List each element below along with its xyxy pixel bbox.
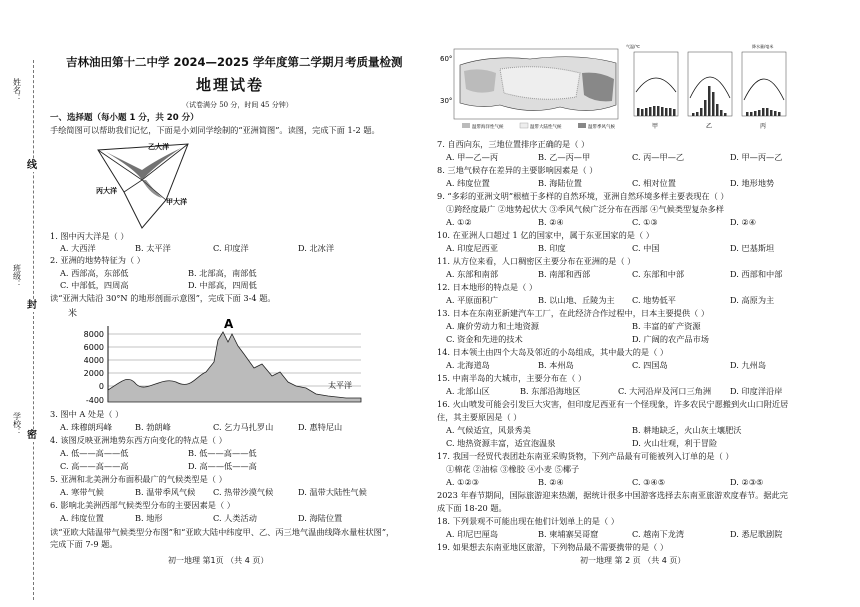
axis-left-1: 气温/℃ xyxy=(626,44,640,49)
q14-stem: 14. 日本领土由四个大岛及邻近的小岛组成，其中最大的是（ ） xyxy=(437,347,669,357)
lat-30-label: 30° xyxy=(440,97,453,105)
q2-option-b[interactable]: B. 北部高，南部低 xyxy=(188,268,257,278)
q11-option-a[interactable]: A. 东部和南部 xyxy=(446,269,499,279)
section-heading: 一、选择题（每小题 1 分，共 20 分） xyxy=(50,113,199,123)
intro-q18-20-line2: 成下面 18-20 题。 xyxy=(437,503,507,513)
chart-label-jia: 甲 xyxy=(652,123,659,130)
q12-option-b[interactable]: B. 以山地、丘陵为主 xyxy=(538,295,615,305)
label-ocean-yi: 乙大洋 xyxy=(148,143,169,151)
q16-option-a[interactable]: A. 气候适宜，风景秀美 xyxy=(446,425,531,435)
q1-option-b[interactable]: B. 太平洋 xyxy=(135,243,171,253)
school-label: 学校： xyxy=(12,412,22,436)
q16-option-c[interactable]: C. 地热资源丰富，适宜泡温泉 xyxy=(446,438,556,448)
q13-option-c[interactable]: C. 资金和先进的技术 xyxy=(446,334,523,344)
binding-char-line: 线 xyxy=(27,160,37,171)
ytick-minus400: -400 xyxy=(85,396,104,405)
q13-option-a[interactable]: A. 廉价劳动力和土地资源 xyxy=(446,321,539,331)
q9-option-b[interactable]: B. ②④ xyxy=(538,217,564,227)
q10-option-d[interactable]: D. 巴基斯坦 xyxy=(730,243,775,253)
q17-option-c[interactable]: C. ③④⑤ xyxy=(632,477,666,487)
q7-option-b[interactable]: B. 乙—丙—甲 xyxy=(538,152,591,162)
q12-option-a[interactable]: A. 平原面积广 xyxy=(446,295,499,305)
ytick-0: 0 xyxy=(98,382,104,391)
q9-option-d[interactable]: D. ②④ xyxy=(730,217,757,227)
q4-stem: 4. 该图反映亚洲地势东西方向变化的特点是（ ） xyxy=(50,435,227,445)
q16-stem-line1: 16. 火山喷发可能会引发巨大灾害，但印度尼西亚有一个怪现象，许多农民宁愿搬到火山口附近居 xyxy=(437,399,789,409)
q5-option-d[interactable]: D. 温带大陆性气候 xyxy=(298,487,367,497)
q2-option-a[interactable]: A. 西部高，东部低 xyxy=(60,268,129,278)
q11-option-c[interactable]: C. 东部和中部 xyxy=(632,269,685,279)
q13-option-d[interactable]: D. 广阔的农产品市场 xyxy=(632,334,709,344)
q5-option-c[interactable]: C. 热带沙漠气候 xyxy=(213,487,274,497)
q3-option-d[interactable]: D. 惠特尼山 xyxy=(298,422,343,432)
label-ocean-bing: 丙大洋 xyxy=(96,187,117,195)
chart-label-yi: 乙 xyxy=(706,123,713,130)
q15-stem: 15. 中南半岛的大城市，主要分布在（ ） xyxy=(437,373,587,383)
axis-right-3: 降水量/毫米 xyxy=(752,44,774,49)
profile-unit: 米 xyxy=(68,309,78,319)
q14-option-d[interactable]: D. 九州岛 xyxy=(730,360,767,370)
q1-option-c[interactable]: C. 印度洋 xyxy=(213,243,249,253)
q4-option-c[interactable]: C. 高——高——高 xyxy=(60,461,129,471)
class-label: 班级： xyxy=(12,264,22,288)
q8-option-a[interactable]: A. 纬度位置 xyxy=(446,178,490,188)
q8-option-d[interactable]: D. 地形地势 xyxy=(730,178,775,188)
q7-option-c[interactable]: C. 丙—甲—乙 xyxy=(632,152,685,162)
binding-char-seal: 封 xyxy=(27,300,37,311)
q17-option-b[interactable]: B. ②④ xyxy=(538,477,564,487)
q9-statements: ①跨经度最广 ②地势起伏大 ③季风气候广泛分布在西部 ④气候类型复杂多样 xyxy=(446,204,724,214)
q7-stem: 7. 自西向东，三地位置排序正确的是（ ） xyxy=(437,139,590,149)
q9-option-a[interactable]: A. ①② xyxy=(446,217,472,227)
q18-option-c[interactable]: C. 越南下龙湾 xyxy=(632,529,685,539)
label-ocean-jia: 甲大洋 xyxy=(166,198,187,206)
q8-option-c[interactable]: C. 相对位置 xyxy=(632,178,676,188)
q17-stem: 17. 我国一经贸代表团赴东南亚采购货物，下列产品最有可能被列入订单的是（ ） xyxy=(437,451,734,461)
q5-option-a[interactable]: A. 寒带气候 xyxy=(60,487,104,497)
ytick-2000: 2000 xyxy=(83,369,104,378)
paper-title: 地理试卷 xyxy=(196,76,265,94)
q3-option-a[interactable]: A. 珠穆朗玛峰 xyxy=(60,422,113,432)
q7-option-a[interactable]: A. 甲—乙—丙 xyxy=(446,152,499,162)
intro-q1-2: 手绘简图可以帮助我们记忆，下面是小刘同学绘制的“亚洲简图”。读图，完成下面 1-2 题。 xyxy=(50,125,380,135)
q12-option-d[interactable]: D. 高原为主 xyxy=(730,295,775,305)
q5-stem: 5. 亚洲和北美洲分布面积最广的气候类型是（ ） xyxy=(50,474,227,484)
q3-stem: 3. 图中 A 处是（ ） xyxy=(50,409,124,419)
q10-option-a[interactable]: A. 印度尼西亚 xyxy=(446,243,499,253)
binding-char-secret: 密 xyxy=(27,430,37,441)
q5-option-b[interactable]: B. 温带季风气候 xyxy=(135,487,196,497)
profile-label-a: A xyxy=(224,317,234,331)
intro-q7-9-line2: 完成下面 7-9 题。 xyxy=(50,539,118,549)
q2-stem: 2. 亚洲的地势特征为（ ） xyxy=(50,255,145,265)
q16-option-b[interactable]: B. 耕地缺乏，火山灰土壤肥沃 xyxy=(632,425,742,435)
q6-option-d[interactable]: D. 海陆位置 xyxy=(298,513,343,523)
q3-option-c[interactable]: C. 乞力马扎罗山 xyxy=(213,422,274,432)
q6-option-a[interactable]: A. 纬度位置 xyxy=(60,513,104,523)
exam-info: （试卷满分 50 分，时间 45 分钟） xyxy=(182,101,293,109)
q14-option-a[interactable]: A. 北海道岛 xyxy=(446,360,490,370)
q3-option-b[interactable]: B. 勃朗峰 xyxy=(135,422,171,432)
q15-option-a[interactable]: A. 北部山区 xyxy=(446,386,490,396)
q1-option-a[interactable]: A. 大西洋 xyxy=(60,243,96,253)
q11-option-d[interactable]: D. 西部和中部 xyxy=(730,269,783,279)
q4-option-b[interactable]: B. 低——高——低 xyxy=(188,448,257,458)
q14-option-c[interactable]: C. 四国岛 xyxy=(632,360,668,370)
q12-option-c[interactable]: C. 地势低平 xyxy=(632,295,676,305)
exam-title: 吉林油田第十二中学 2024—2025 学年度第二学期月考质量检测 xyxy=(66,55,403,69)
q6-option-b[interactable]: B. 地形 xyxy=(135,513,163,523)
q4-option-a[interactable]: A. 低——高——低 xyxy=(60,448,129,458)
intro-q7-9-line1: 读“亚欧大陆温带气候类型分布图”和“亚欧大陆中纬度甲、乙、丙三地气温曲线降水量柱状图”， xyxy=(50,527,395,537)
ytick-6000: 6000 xyxy=(83,343,104,352)
q10-option-b[interactable]: B. 印度 xyxy=(538,243,566,253)
q17-items: ①棉花 ②油棕 ③橡胶 ④小麦 ⑤椰子 xyxy=(446,464,580,474)
q2-option-c[interactable]: C. 中部低，四周高 xyxy=(60,280,129,290)
q9-option-c[interactable]: C. ①③ xyxy=(632,217,658,227)
climate-charts xyxy=(626,42,792,134)
q11-option-b[interactable]: B. 南部和西部 xyxy=(538,269,591,279)
q14-option-b[interactable]: B. 本州岛 xyxy=(538,360,574,370)
q18-option-b[interactable]: B. 柬埔寨吴哥窟 xyxy=(538,529,599,539)
q13-option-b[interactable]: B. 丰富的矿产资源 xyxy=(632,321,701,331)
q4-option-d[interactable]: D. 高——低——高 xyxy=(188,461,257,471)
ytick-8000: 8000 xyxy=(83,330,104,339)
q1-option-d[interactable]: D. 北冰洋 xyxy=(298,243,335,253)
q15-option-b[interactable]: B. 东部沿海地区 xyxy=(520,386,581,396)
eurasia-climate-map xyxy=(440,45,620,135)
q18-option-a[interactable]: A. 印尼巴厘岛 xyxy=(446,529,499,539)
q15-option-c[interactable]: C. 大河沿岸及河口三角洲 xyxy=(618,386,712,396)
q16-option-d[interactable]: D. 火山壮观，利于冒险 xyxy=(632,438,718,448)
q8-option-b[interactable]: B. 海陆位置 xyxy=(538,178,582,188)
intro-q18-20-line1: 2023 年春节期间，国际旅游迎来热潮，据统计很多中国游客选择去东南亚旅游欢度春节。据此完 xyxy=(437,490,788,500)
q1-stem: 1. 图中丙大洋是（ ） xyxy=(50,231,129,241)
legend-continental: 温带大陆性气候 xyxy=(530,125,562,130)
footer-page-1: 初一地理 第1页 （共 4 页） xyxy=(168,556,269,565)
ytick-4000: 4000 xyxy=(83,356,104,365)
q11-stem: 11. 从方位来看，人口稠密区主要分布在亚洲的是（ ） xyxy=(437,256,636,266)
q10-option-c[interactable]: C. 中国 xyxy=(632,243,660,253)
q12-stem: 12. 日本地形的特点是（ ） xyxy=(437,282,538,292)
footer-page-2: 初一地理 第 2 页 （共 4 页） xyxy=(580,556,686,565)
legend-oceanic: 温带海洋性气候 xyxy=(472,125,504,130)
asia-sketch-map xyxy=(96,140,196,232)
q8-stem: 8. 三地气候存在差异的主要影响因素是（ ） xyxy=(437,165,598,175)
q18-stem: 18. 下列景观不可能出现在他们计划单上的是（ ） xyxy=(437,516,619,526)
q9-stem: 9. “多彩的亚洲文明”根植于多样的自然环境，亚洲自然环境多样主要表现在（ ） xyxy=(437,191,729,201)
q6-stem: 6. 影响北美洲西部气候类型分布的主要因素是（ ） xyxy=(50,500,235,510)
name-label: 姓名： xyxy=(12,78,22,102)
intro-q3-4: 读“亚洲大陆沿 30°N 的地形剖面示意图”，完成下面 3-4 题。 xyxy=(50,293,276,303)
profile-label-pacific: 太平洋 xyxy=(328,381,352,390)
binding-line xyxy=(33,60,34,600)
q6-option-c[interactable]: C. 人类活动 xyxy=(213,513,257,523)
q17-option-d[interactable]: D. ②③⑤ xyxy=(730,477,764,487)
lat-60-label: 60° xyxy=(440,55,453,63)
q18-option-d[interactable]: D. 悉尼歌剧院 xyxy=(730,529,783,539)
q19-stem: 19. 如果想去东南亚地区旅游，下列物品最不需要携带的是（ ） xyxy=(437,542,669,552)
legend-monsoon: 温带季风气候 xyxy=(588,125,615,130)
q7-option-d[interactable]: D. 甲—丙—乙 xyxy=(730,152,783,162)
q17-option-a[interactable]: A. ①②③ xyxy=(446,477,480,487)
q15-option-d[interactable]: D. 印度洋沿岸 xyxy=(730,386,783,396)
chart-label-bing: 丙 xyxy=(760,123,767,130)
q2-option-d[interactable]: D. 中部高，四周低 xyxy=(188,280,257,290)
q16-stem-line2: 住，其主要原因是（ ） xyxy=(437,412,522,422)
terrain-profile-chart xyxy=(66,306,366,408)
q10-stem: 10. 在亚洲人口超过 1 亿的国家中，属于东亚国家的是（ ） xyxy=(437,230,654,240)
q13-stem: 13. 日本在东南亚新建汽车工厂，在此经济合作过程中，日本主要提供（ ） xyxy=(437,308,710,318)
